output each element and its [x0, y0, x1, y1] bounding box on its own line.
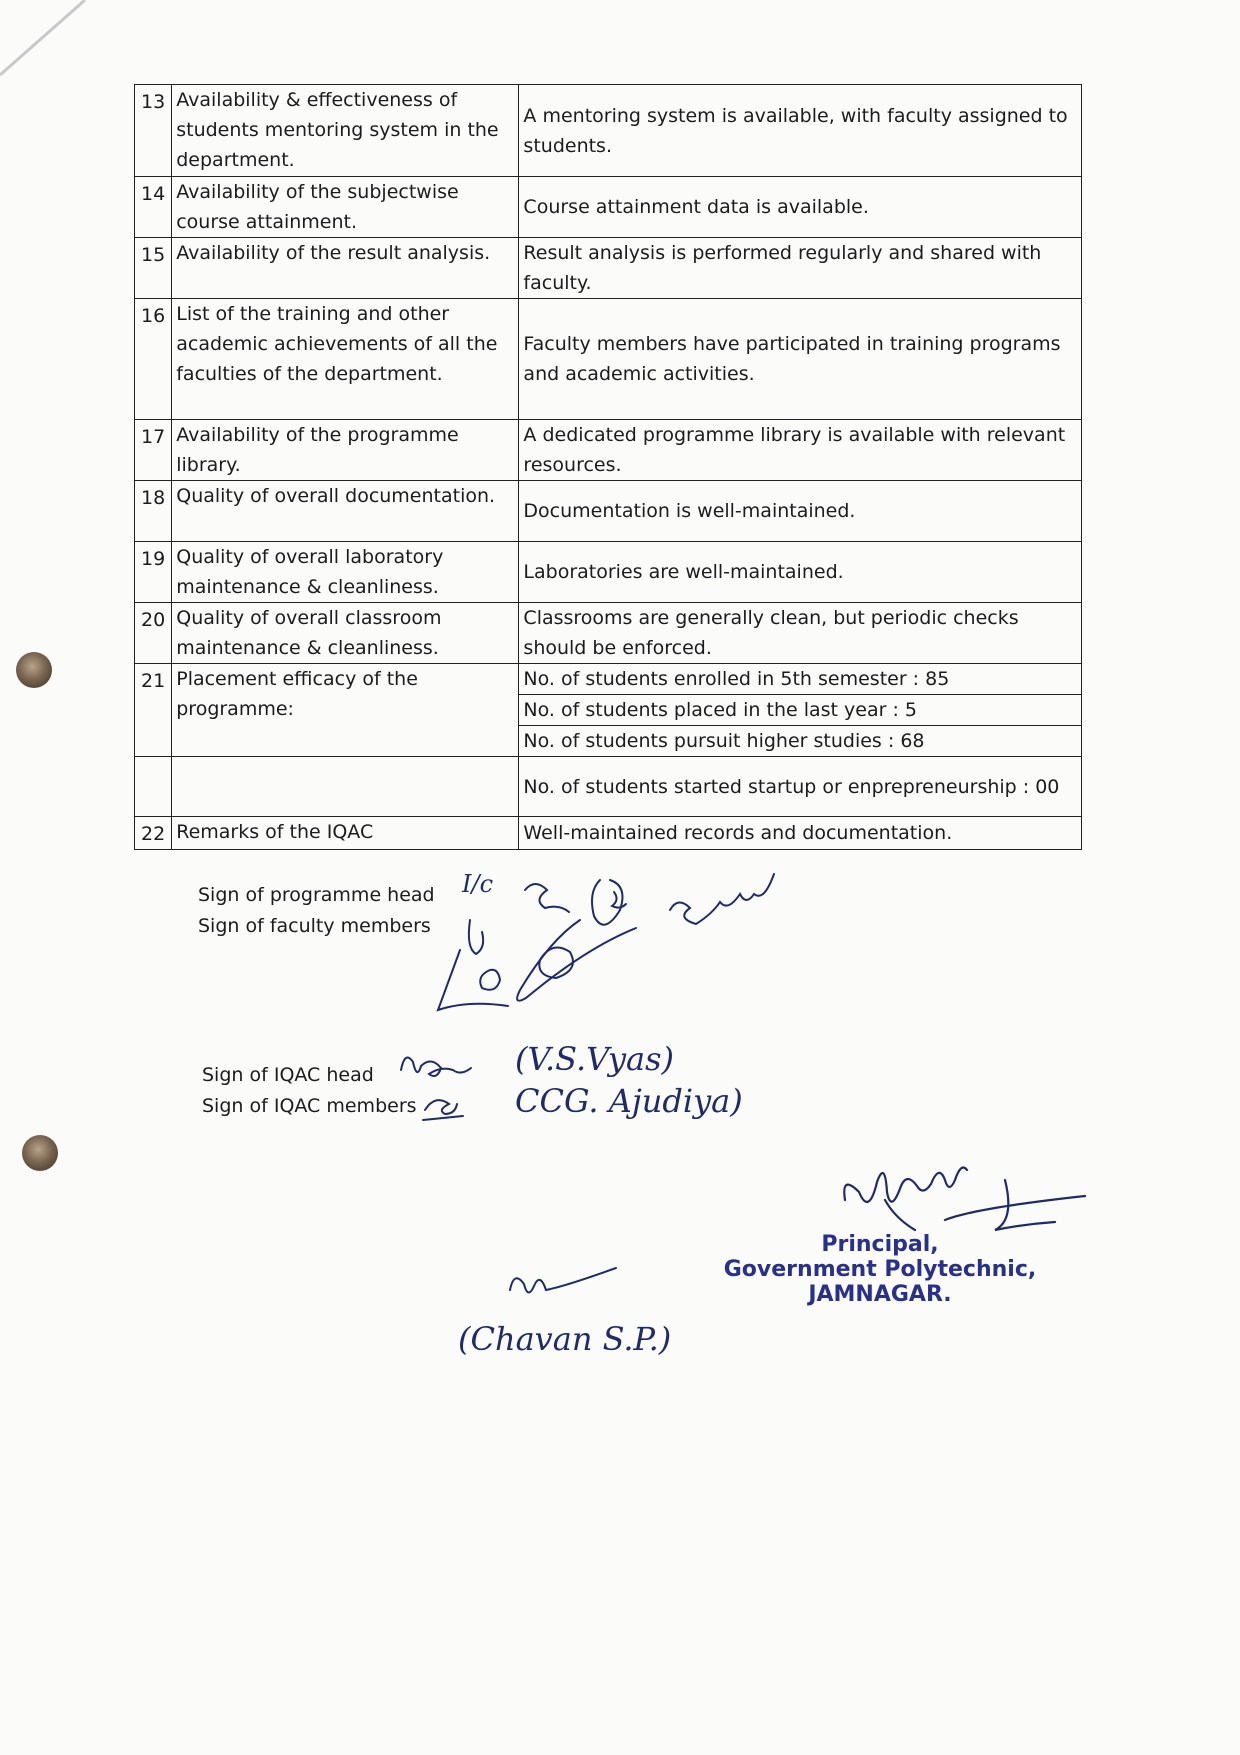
row-observation: Well-maintained records and documentation. — [519, 817, 1082, 850]
table-row — [135, 481, 1082, 542]
placement-line: No. of students pursuit higher studies : 68 — [519, 726, 1082, 757]
row-observation: A dedicated programme library is available with relevant resources. — [519, 420, 1082, 481]
empty-cell — [135, 757, 172, 817]
row-item: Quality of overall documentation. — [172, 481, 519, 542]
iqac-initials — [395, 1040, 515, 1120]
table-row — [135, 238, 1082, 299]
table-row — [135, 299, 1082, 420]
table-row — [135, 603, 1082, 664]
row-number: 15 — [135, 238, 172, 299]
stamp-line-3: JAMNAGAR. — [808, 1282, 952, 1307]
table-row — [135, 177, 1082, 238]
placement-line: No. of students placed in the last year : 5 — [519, 695, 1082, 726]
table-row — [135, 85, 1082, 177]
row-item: Quality of overall classroom maintenance & cleanliness. — [172, 603, 519, 664]
row-item: Availability of the programme library. — [172, 420, 519, 481]
row-number: 18 — [135, 481, 172, 542]
faculty-sign-block — [198, 880, 435, 942]
stamp-line-1: Principal, — [821, 1232, 939, 1257]
placement-row — [135, 757, 1082, 817]
iqac-members-label: Sign of IQAC members — [202, 1095, 417, 1117]
placement-line: No. of students started startup or enprepreneurship : 00 — [519, 757, 1082, 817]
faculty-members-label: Sign of faculty members — [198, 915, 431, 937]
row-number: 14 — [135, 177, 172, 238]
handwritten-ic: I/c — [462, 870, 494, 898]
table-row — [135, 817, 1082, 850]
row-observation: Faculty members have participated in training programs and academic activities. — [519, 299, 1082, 420]
row-item: Remarks of the IQAC — [172, 817, 519, 850]
faculty-signatures — [430, 860, 810, 1020]
row-item: Availability of the subjectwise course attainment. — [172, 177, 519, 238]
empty-cell — [172, 757, 519, 817]
table-row — [135, 542, 1082, 603]
corner-mark — [0, 0, 90, 80]
row-observation: Classrooms are generally clean, but periodic checks should be enforced. — [519, 603, 1082, 664]
row-observation: Documentation is well-maintained. — [519, 481, 1082, 542]
row-number: 13 — [135, 85, 172, 177]
row-number: 16 — [135, 299, 172, 420]
placement-line: No. of students enrolled in 5th semester : 85 — [519, 664, 1082, 695]
punch-hole — [22, 1135, 58, 1171]
row-number: 21 — [135, 664, 172, 757]
row-observation: Course attainment data is available. — [519, 177, 1082, 238]
programme-head-label: Sign of programme head — [198, 884, 435, 906]
row-observation: Result analysis is performed regularly and shared with faculty. — [519, 238, 1082, 299]
row-observation: A mentoring system is available, with faculty assigned to students. — [519, 85, 1082, 177]
bottom-signature — [500, 1260, 640, 1320]
review-table — [134, 84, 1082, 850]
row-observation: Laboratories are well-maintained. — [519, 542, 1082, 603]
row-number: 17 — [135, 420, 172, 481]
table-row — [135, 420, 1082, 481]
row-item: Placement efficacy of the programme: — [172, 664, 519, 757]
row-number: 22 — [135, 817, 172, 850]
iqac-sign-block — [202, 1060, 417, 1122]
row-item: Availability of the result analysis. — [172, 238, 519, 299]
handwritten-iqac-head-name: (V.S.Vyas) — [515, 1040, 674, 1078]
principal-stamp — [700, 1232, 1060, 1307]
row-number: 20 — [135, 603, 172, 664]
row-item: List of the training and other academic achievements of all the faculties of the department. — [172, 299, 519, 420]
row-number: 19 — [135, 542, 172, 603]
row-item: Availability & effectiveness of students mentoring system in the department. — [172, 85, 519, 177]
stamp-line-2: Government Polytechnic, — [723, 1257, 1037, 1282]
punch-hole — [16, 652, 52, 688]
handwritten-bottom-name: (Chavan S.P.) — [458, 1320, 672, 1358]
handwritten-iqac-member-name: CCG. Ajudiya) — [515, 1082, 743, 1120]
placement-row — [135, 664, 1082, 695]
row-item: Quality of overall laboratory maintenance & cleanliness. — [172, 542, 519, 603]
iqac-head-label: Sign of IQAC head — [202, 1064, 374, 1086]
